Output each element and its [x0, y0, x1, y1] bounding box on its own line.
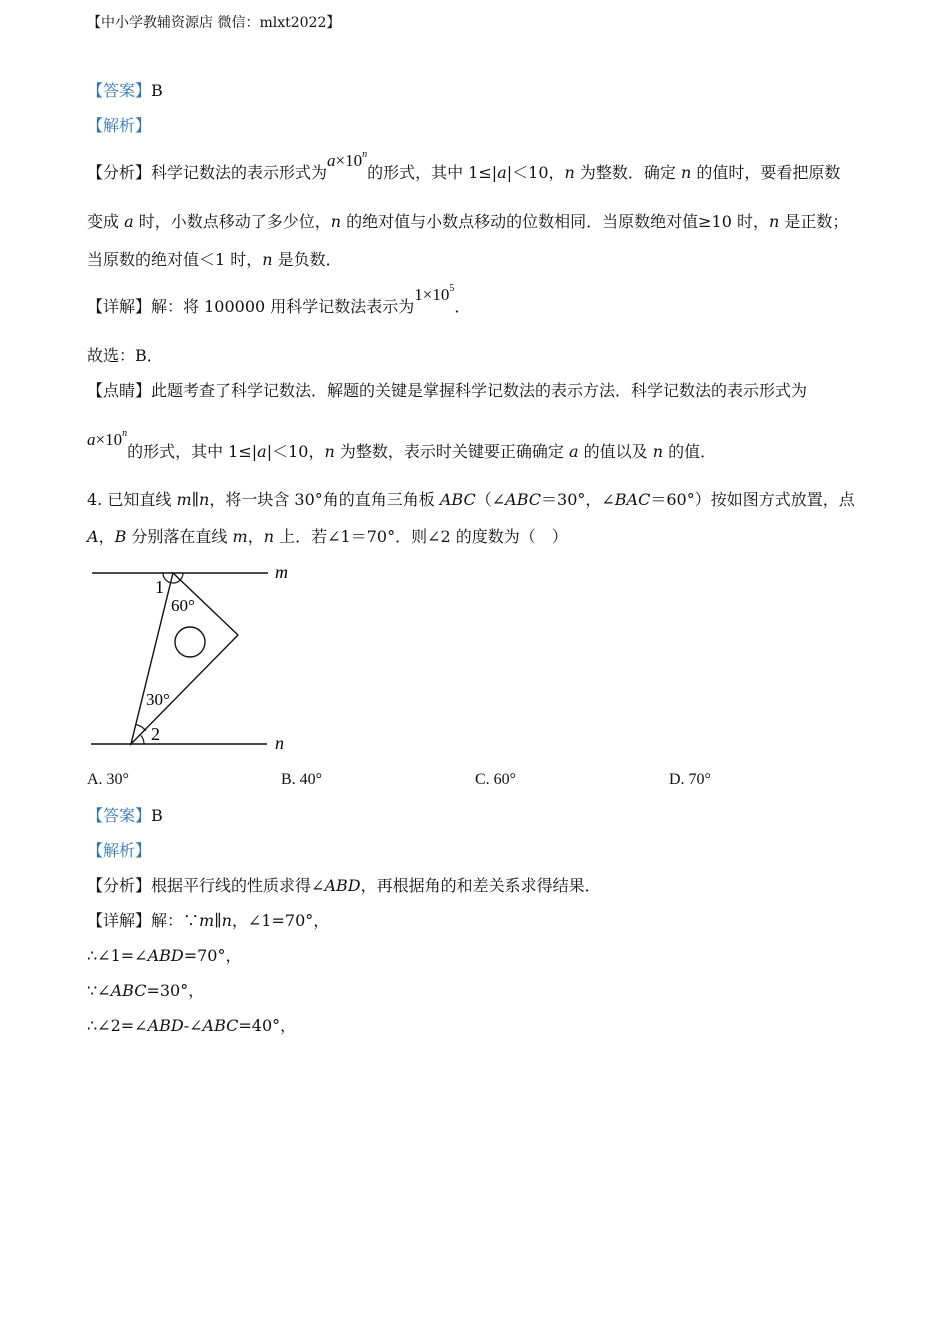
var-a: a	[257, 442, 267, 461]
text: =40°，	[238, 1016, 297, 1035]
text: ，∠1=70°，	[231, 911, 330, 930]
angle-60-arc	[171, 580, 181, 583]
text: 4. 已知直线	[87, 490, 177, 509]
text: ，将一块含 30°角的直角三角板	[209, 490, 440, 509]
result-formula	[414, 285, 454, 304]
q4-fenxi	[87, 876, 601, 896]
label-angle-60: 60°	[171, 596, 195, 615]
fenxi-tag: 【分析】	[87, 163, 152, 182]
text: 上．若∠1＝70°．则∠2 的度数为（ ）	[274, 527, 568, 546]
label-angle-30: 30°	[146, 690, 170, 709]
times-ten: ×10	[335, 151, 363, 170]
angle-30-arc	[136, 725, 146, 731]
text: 的绝对值与小数点移动的位数相同．当原数绝对值≥10 时，	[341, 212, 769, 231]
q3-fenxi-line2	[87, 212, 848, 232]
var-abc: ABC	[202, 1016, 239, 1035]
q4-step2	[87, 981, 204, 1001]
parallel-symbol: ∥	[214, 911, 222, 930]
q3-answer	[87, 81, 163, 101]
text: 的形式，其中 1≤|	[367, 163, 498, 182]
text: 是负数．	[272, 250, 342, 269]
dianjing-tag: 【点睛】	[87, 381, 152, 400]
text: 为整数，表示时关键要正确确定	[334, 442, 569, 461]
sci-notation-formula	[327, 151, 367, 170]
var-a: a	[568, 442, 579, 461]
coef-one: 1	[414, 285, 423, 304]
q3-fenxi-line1	[87, 149, 841, 186]
var-abd: ABD	[147, 946, 184, 965]
answer-value: B	[151, 81, 163, 100]
text: 的值以及	[578, 442, 653, 461]
option-c[interactable]: C. 60°	[475, 771, 517, 788]
var-abc: ABC	[110, 981, 147, 1000]
var-n: n	[262, 250, 273, 269]
q3-guxuan: 故选：B．	[87, 346, 163, 365]
times-ten: ×10	[422, 285, 450, 304]
label-angle-1: 1	[155, 577, 164, 597]
var-m: m	[199, 911, 215, 930]
var-n: n	[324, 442, 335, 461]
q4-step3	[87, 1016, 296, 1036]
text: 的形式，其中 1≤|	[127, 442, 258, 461]
q4-answer	[87, 806, 163, 826]
text: 解：∵	[151, 911, 200, 930]
label-angle-2: 2	[151, 724, 160, 744]
var-a: a	[497, 163, 507, 182]
text: 的值时，要看把原数	[691, 163, 841, 182]
var-m: m	[232, 527, 248, 546]
label-line-m: m	[275, 562, 288, 582]
text: 科学记数法的表示形式为	[151, 163, 328, 182]
text: 时，小数点移动了多少位，	[133, 212, 331, 231]
q3-dianjing-line1	[87, 381, 807, 401]
point-a: A	[87, 527, 99, 546]
var-a: a	[87, 430, 96, 449]
text: ∴∠2=∠	[87, 1016, 148, 1035]
q3-dianjing-line2	[87, 428, 717, 465]
var-a: a	[327, 151, 336, 170]
var-abd: ABD	[147, 1016, 184, 1035]
var-bac: BAC	[614, 490, 651, 509]
option-b[interactable]: B. 40°	[281, 771, 323, 788]
var-n: n	[652, 442, 664, 461]
text: |＜10，	[266, 442, 325, 461]
text: 为整数．确定	[574, 163, 682, 182]
q4-xiangjie	[87, 911, 329, 931]
exp-n: n	[122, 428, 128, 439]
var-n: n	[564, 163, 575, 182]
var-n: n	[221, 911, 232, 930]
parallel-symbol: ∥	[191, 490, 200, 509]
point-b: B	[114, 527, 127, 546]
var-abc: ABC	[439, 490, 476, 509]
sci-notation-formula	[87, 430, 127, 449]
var-m: m	[176, 490, 192, 509]
triangle-hole	[175, 627, 205, 657]
text: ，	[98, 527, 115, 546]
text: =30°，	[146, 981, 205, 1000]
var-n: n	[199, 490, 210, 509]
var-n: n	[263, 527, 275, 546]
answer-value: B	[151, 806, 163, 825]
text: 解：将 100000 用科学记数法表示为	[151, 297, 415, 316]
q4-step1	[87, 946, 242, 966]
text: ，	[247, 527, 264, 546]
answer-tag: 【答案】	[87, 806, 152, 825]
text: -∠	[183, 1016, 203, 1035]
angle-top-right-arc	[180, 573, 183, 580]
times-ten: ×10	[95, 430, 123, 449]
text: 的值．	[663, 442, 717, 461]
xiangjie-tag: 【详解】	[87, 297, 152, 316]
exp-five: 5	[449, 283, 455, 294]
q4-question-line2	[87, 527, 568, 547]
text: ．	[454, 297, 471, 316]
xiangjie-tag: 【详解】	[87, 911, 152, 930]
text: ＝60°）按如图方式放置，点	[650, 490, 855, 509]
var-n: n	[769, 212, 780, 231]
text: 此题考查了科学记数法．解题的关键是掌握科学记数法的表示方法．科学记数法的表示形式为	[151, 381, 808, 400]
label-line-n: n	[275, 733, 284, 753]
text: ，再根据角的和差关系求得结果．	[360, 876, 601, 895]
q3-xiangjie	[87, 283, 471, 320]
text: |＜10，	[506, 163, 565, 182]
text: 分别落在直线	[126, 527, 233, 546]
text: =70°，	[183, 946, 242, 965]
fenxi-tag: 【分析】	[87, 876, 152, 895]
text: （∠	[475, 490, 506, 509]
q4-jiexi-tag: 【解析】	[87, 841, 152, 860]
text: ＝30°，∠	[541, 490, 615, 509]
var-abd: ABD	[324, 876, 361, 895]
text: 变成	[87, 212, 125, 231]
angle-1-arc	[163, 573, 171, 583]
var-n: n	[681, 163, 692, 182]
text: ∵∠	[87, 981, 111, 1000]
option-d[interactable]: D. 70°	[669, 771, 711, 788]
text: ∴∠1=∠	[87, 946, 148, 965]
var-a: a	[124, 212, 134, 231]
text: 根据平行线的性质求得∠	[151, 876, 325, 895]
text: 当原数的绝对值＜1 时，	[87, 250, 263, 269]
q3-fenxi-line3	[87, 250, 342, 270]
var-abc: ABC	[505, 490, 542, 509]
text: 是正数；	[779, 212, 849, 231]
var-n: n	[330, 212, 342, 231]
page-header: 【中小学教辅资源店 微信：mlxt2022】	[87, 15, 341, 31]
option-a[interactable]: A. 30°	[87, 771, 129, 788]
geometry-figure	[85, 562, 300, 754]
q4-question-line1	[87, 490, 855, 510]
angle-2-arc	[141, 735, 144, 744]
exp-n: n	[362, 149, 368, 160]
q3-jiexi-tag: 【解析】	[87, 116, 152, 135]
answer-tag: 【答案】	[87, 81, 152, 100]
